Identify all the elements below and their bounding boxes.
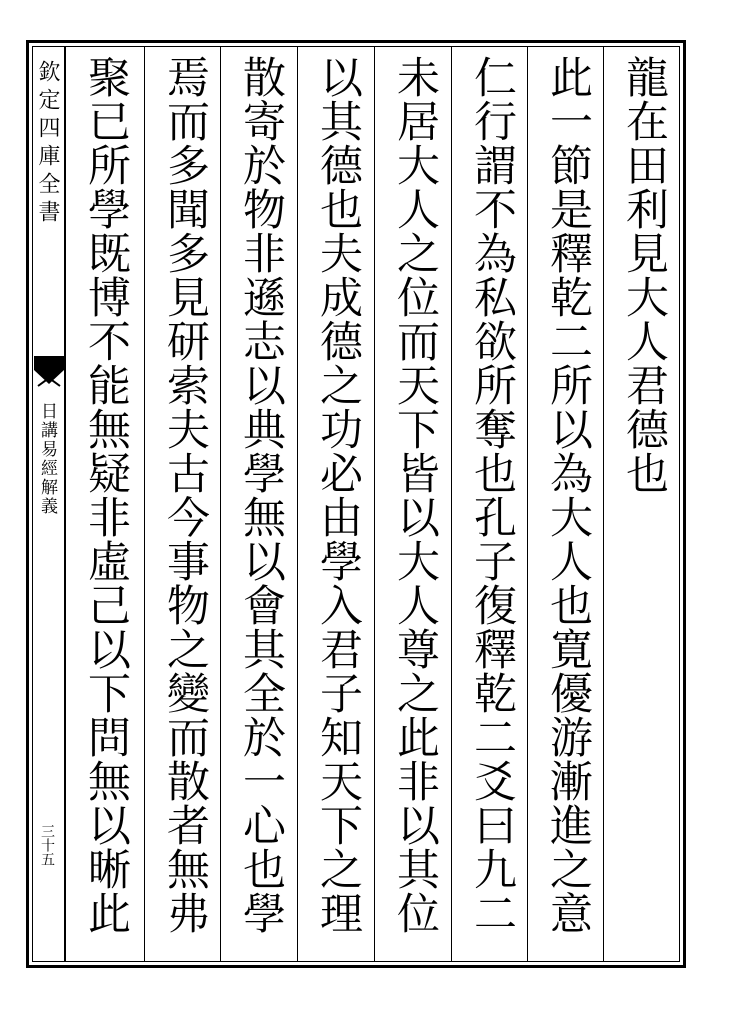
section-title: 日講易經解義 bbox=[37, 402, 57, 516]
text-column-5: 以其德也夫成德之功必由學入君子知天下之理 bbox=[313, 55, 363, 935]
text-column-3: 仁行謂不為私欲所奪也孔子復釋乾二爻曰九二 bbox=[467, 55, 517, 935]
margin-strip bbox=[30, 46, 64, 962]
page-number: 三十五 bbox=[39, 824, 55, 866]
margin-divider bbox=[64, 46, 66, 962]
text-column-4: 未居大人之位而天下皆以大人尊之此非以其位 bbox=[390, 55, 440, 935]
text-column-1: 龍在田利見大人君德也 bbox=[619, 55, 669, 495]
fish-tail-icon bbox=[34, 356, 64, 396]
text-column-6: 散寄於物非遜志以典學無以會其全於一心也學 bbox=[236, 55, 286, 935]
text-column-7: 焉而多聞多見研索夫古今事物之變而散者無弗 bbox=[160, 55, 210, 935]
column-rule bbox=[144, 46, 145, 962]
book-title: 欽定四庫全書 bbox=[35, 60, 60, 228]
text-column-8: 聚已所學既博不能無疑非虛己以下問無以晰此 bbox=[81, 55, 131, 935]
text-column-2: 此一節是釋乾二所以為大人也寛優游漸進之意 bbox=[543, 55, 593, 935]
